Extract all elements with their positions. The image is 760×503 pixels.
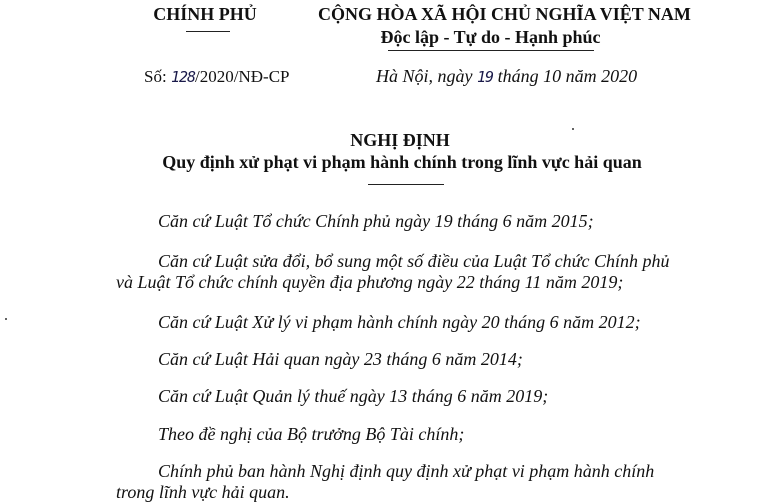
enactment-line-1: Chính phủ ban hành Nghị định quy định xử phạt vi phạm hành chính [158, 461, 655, 481]
preamble-clause-5: Căn cứ Luật Quản lý thuế ngày 13 tháng 6 năm 2019; [158, 386, 549, 406]
preamble-clause-3: Căn cứ Luật Xử lý vi phạm hành chính ngày 20 tháng 6 năm 2012; [158, 312, 641, 332]
preamble-clause-6: Theo đề nghị của Bộ trưởng Bộ Tài chính; [158, 424, 465, 444]
number-prefix: Số: [144, 67, 171, 86]
enactment-line-2: trong lĩnh vực hải quan. [116, 482, 290, 502]
handwritten-day: 19 [477, 68, 494, 86]
decree-subject: Quy định xử phạt vi phạm hành chính trong lĩnh vực hải quan [162, 152, 642, 172]
decree-type: NGHỊ ĐỊNH [350, 130, 450, 150]
national-motto: Độc lập - Tự do - Hạnh phúc [380, 27, 601, 47]
preamble-clause-2-line-2: và Luật Tổ chức chính quyền địa phương ngày 22 tháng 11 năm 2019; [116, 272, 624, 292]
document-number [144, 67, 290, 87]
place-and-date [376, 66, 637, 87]
issuer-underline [186, 31, 230, 32]
country-name: CỘNG HÒA XÃ HỘI CHỦ NGHĨA VIỆT NAM [318, 4, 691, 24]
motto-underline [388, 50, 594, 51]
scan-speck [5, 318, 7, 320]
number-suffix: /2020/NĐ-CP [195, 67, 290, 86]
preamble-clause-2-line-1: Căn cứ Luật sửa đổi, bổ sung một số điều của Luật Tổ chức Chính phủ [158, 251, 670, 271]
handwritten-number: 128 [170, 68, 196, 86]
date-prefix: Hà Nội, ngày [376, 66, 477, 86]
issuer-name: CHÍNH PHỦ [153, 4, 257, 24]
preamble-clause-4: Căn cứ Luật Hải quan ngày 23 tháng 6 năm 2014; [158, 349, 523, 369]
title-underline [368, 184, 444, 185]
date-suffix: tháng 10 năm 2020 [493, 66, 638, 86]
scan-speck [572, 128, 574, 130]
preamble-clause-1: Căn cứ Luật Tổ chức Chính phủ ngày 19 tháng 6 năm 2015; [158, 211, 594, 231]
